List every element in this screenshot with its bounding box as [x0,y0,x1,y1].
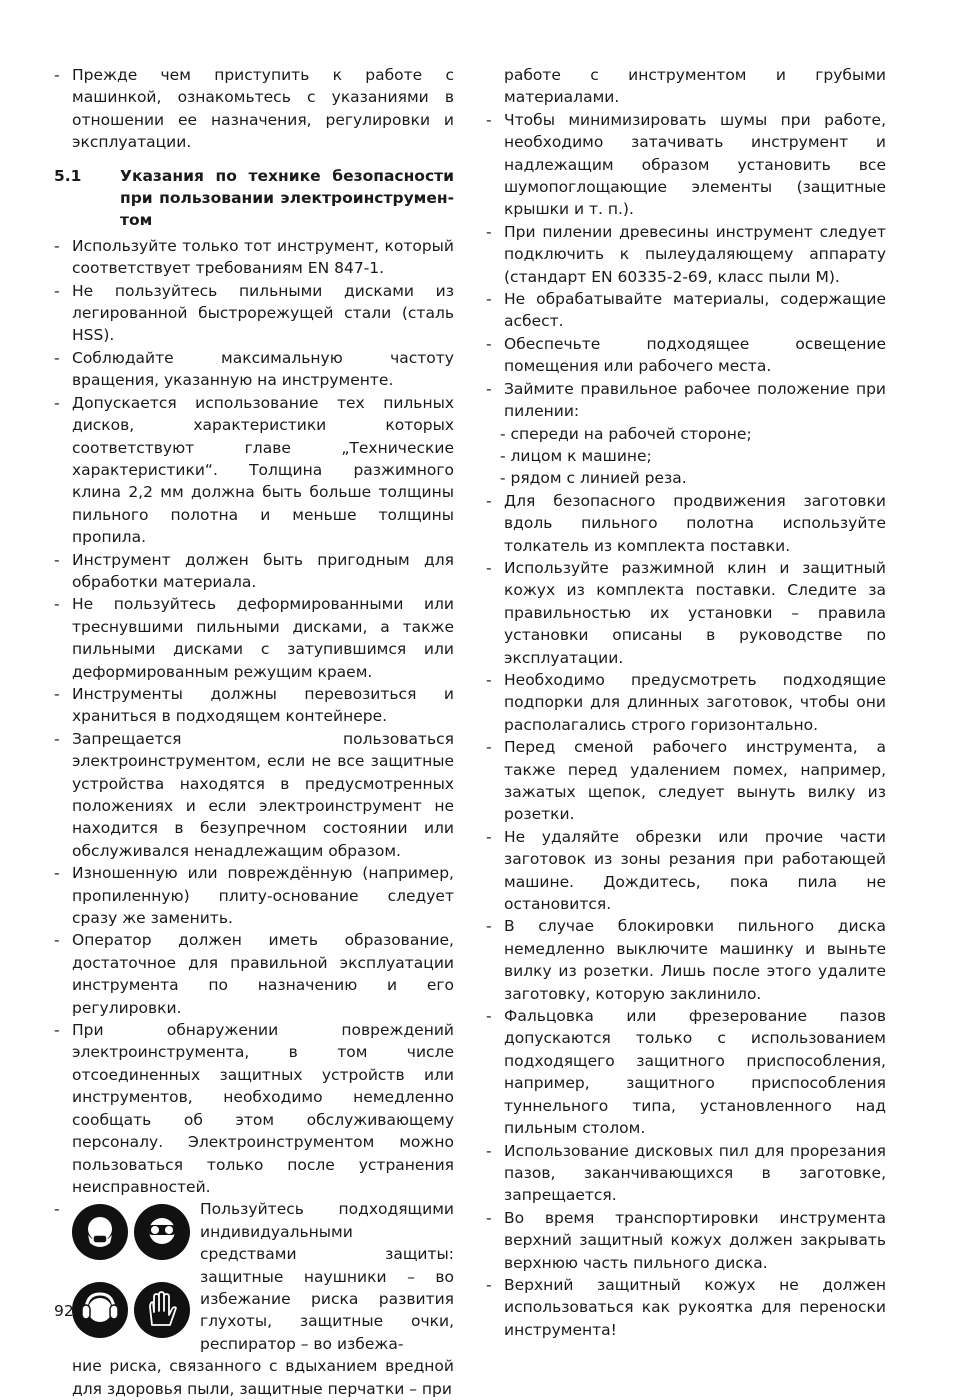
list-item-text: При пилении древесины инструмент следует подключить к пылеудаляющему аппарату (стандарт EN 60335-2-69, класс пыли M). [504,222,886,286]
list-item-text: Не пользуйтесь деформированными или треснувшими пильными дисками, а также пильными дисками с затупившимся или деформированным режущим краем. [72,595,454,681]
list-item [54,728,454,862]
list-item [486,669,886,736]
respirator-icon [72,1204,128,1260]
ppe-text: Пользуйтесь подходящими индивидуальными средствами защиты: защитные наушники – во избежание риска развития глухоты, защитные очки, респиратор – во избежа- [200,1200,454,1353]
list-item-text: Для безопасного продвижения заготовки вдоль пильного полотна используйте толкатель из комплекта поставки. [504,491,886,555]
list-item-text: Используйте только тот инструмент, который соответствует требованиям EN 847-1. [72,236,454,278]
list-dash: - [486,1007,492,1026]
list-item [486,221,886,288]
ppe-item [54,1198,454,1400]
list-item [486,736,886,826]
left-column [54,64,454,1400]
list-dash: - [486,917,492,936]
list-item [486,1274,886,1341]
right-list-b [486,490,886,1341]
list-item [54,392,454,549]
list-item-text: Соблюдайте максимальную частоту вращения, указанную на инструменте. [72,348,454,390]
intro-item: - Прежде чем приступить к работе с машинкой, ознакомьтесь с указаниями в отношении ее назначения, регулировки и эксплуатации. [54,66,454,152]
list-item-text: Обеспечьте подходящее освещение помещения или рабочего места. [504,334,886,376]
list-dash: - [486,827,492,846]
list-item [486,826,886,916]
continuation-text: работе с инструментом и грубыми материалами. [504,66,886,107]
list-item-text: Не обрабатывайте материалы, содержащие асбест. [504,290,886,331]
list-item-text: Инструменты должны перевозиться и храниться в подходящем контейнере. [72,684,454,726]
list-item-text: Используйте разжимной клин и защитный кожух из комплекта поставки. Следите за правильностью их установки – правила установки описаны в руководстве по эксплуатации. [504,558,886,667]
list-item [486,333,886,378]
list-item-text: Фальцовка или фрезерование пазов допускаются только с использованием подходящего защитного приспособления, например, защитного приспособления туннельного типа, установленного над пильным столом. [504,1007,886,1138]
ppe-text-tail: ние риска, связанного с вдыханием вредной для здоровья пыли, защитные перчатки – при [72,1357,454,1398]
list-item [486,490,886,557]
list-item [486,1005,886,1139]
list-item-text: Верхний защитный кожух не должен использоваться как рукоятка для переноски инструмента! [504,1275,886,1339]
safety-goggles-icon [134,1204,190,1260]
right-column [486,64,886,1341]
list-dash: - [486,491,492,510]
list-item [486,1207,886,1274]
list-dash: - [486,1275,492,1294]
list-dash: - [54,1021,60,1040]
right-sublist [486,423,886,490]
list-item-text: Чтобы минимизировать шумы при работе, необходимо затачивать инструмент и надлежащим образом установить все шумопоглощающие элементы (защитные крышки и т. п.). [504,110,886,219]
list-item [54,683,454,728]
list-dash: - [54,550,60,569]
list-dash: - [486,670,492,689]
section-title: Указания по технике безопасности при пользовании электроинструмен-том [120,166,454,230]
list-dash: - [54,1200,60,1219]
list-dash: - [486,1141,492,1160]
list-dash: - [54,864,60,883]
list-item [54,593,454,683]
ppe-icon-grid [72,1198,200,1355]
list-dash: - [54,236,60,255]
list-dash: - [54,348,60,367]
list-item-text: Оператор должен иметь образование, достаточное для правильной эксплуатации инструмента по назначению и его регулировки. [72,931,454,1017]
ear-protection-icon [72,1282,128,1338]
list-dash: - [54,729,60,748]
list-item [54,280,454,347]
list-item-text: Использование дисковых пил для прорезания пазов, заканчивающихся в заготовке, запрещается. [504,1141,886,1205]
list-item [486,915,886,1005]
list-item [54,549,454,594]
list-item-text: Допускается использование тех пильных дисков, характеристики которых соответствуют главе „Технические характеристики“. Толщина разжимного клина 2,2 мм должна быть больше толщины пильного полотна и меньше толщины пропила. [72,393,454,547]
list-item-text: Изношенную или повреждённую (например, пропиленную) плиту-основание следует сразу же заменить. [72,864,454,928]
list-dash: - [486,290,492,309]
list-dash: - [486,110,492,129]
list-dash: - [54,595,60,614]
list-item [54,862,454,929]
list-item [486,557,886,669]
list-item-text: Займите правильное рабочее положение при пилении: [504,379,886,421]
list-item-text: При обнаружении повреждений электроинструмента, в том числе отсоединенных защитных устройств или инструментов, необходимо немедленно сообщать об этом обслуживающему персоналу. Электроинструментом можно пользоваться только после устранения неисправностей. [72,1021,454,1196]
list-dash: - [54,931,60,950]
left-list [54,235,454,1198]
list-item [54,1019,454,1198]
list-item-text: Во время транспортировки инструмента верхний защитный кожух должен закрывать верхнюю часть пильного диска. [504,1208,886,1272]
right-list-a [486,109,886,423]
section-heading [54,165,454,232]
sub-list-item: - лицом к машине; [500,446,652,465]
list-dash: - [486,334,492,353]
list-dash: - [54,66,60,84]
list-item-text: Инструмент должен быть пригодным для обработки материала. [72,550,454,591]
list-item-text: Не пользуйтесь пильными дисками из легированной быстрорежущей стали (сталь HSS). [72,281,454,345]
list-dash: - [486,558,492,577]
list-item [54,347,454,392]
list-item [486,109,886,221]
section-number: 5.1 [54,166,82,185]
list-item [54,929,454,1019]
list-item-text: Перед сменой рабочего инструмента, а также перед удалением помех, например, зажатых щепок, следует вынуть вилку из розетки. [504,738,886,824]
list-item-text: В случае блокировки пильного диска немедленно выключите машинку и выньте вилку из розетки. Лишь после этого удалите заготовку, которую заклинило. [504,917,886,1003]
list-item [54,235,454,280]
list-dash: - [486,379,492,398]
list-dash: - [486,738,492,757]
page-number: 92 [54,1302,74,1320]
list-dash: - [486,1208,492,1227]
list-item-text: Не удаляйте обрезки или прочие части заготовок из зоны резания при работающей машине. Дождитесь, пока пила не остановится. [504,827,886,914]
list-dash: - [54,393,60,412]
sub-list-item: - рядом с линией реза. [500,469,687,488]
list-dash: - [486,222,492,241]
list-item-text: Необходимо предусмотреть подходящие подпорки для длинных заготовок, чтобы они располагались строго горизонтально. [504,670,886,734]
list-dash: - [54,684,60,703]
list-item [486,378,886,423]
list-dash: - [54,281,60,300]
list-item [486,1140,886,1207]
list-item-text: Запрещается пользоваться электроинструментом, если не все защитные устройства находятся в предусмотренных положениях и если электроинструмент не находится в безупречном состоянии или обслуживался ненадлежащим образом. [72,729,454,860]
sub-list-item: - спереди на рабочей стороне; [500,424,752,443]
list-item [486,288,886,333]
protective-gloves-icon [134,1282,190,1338]
